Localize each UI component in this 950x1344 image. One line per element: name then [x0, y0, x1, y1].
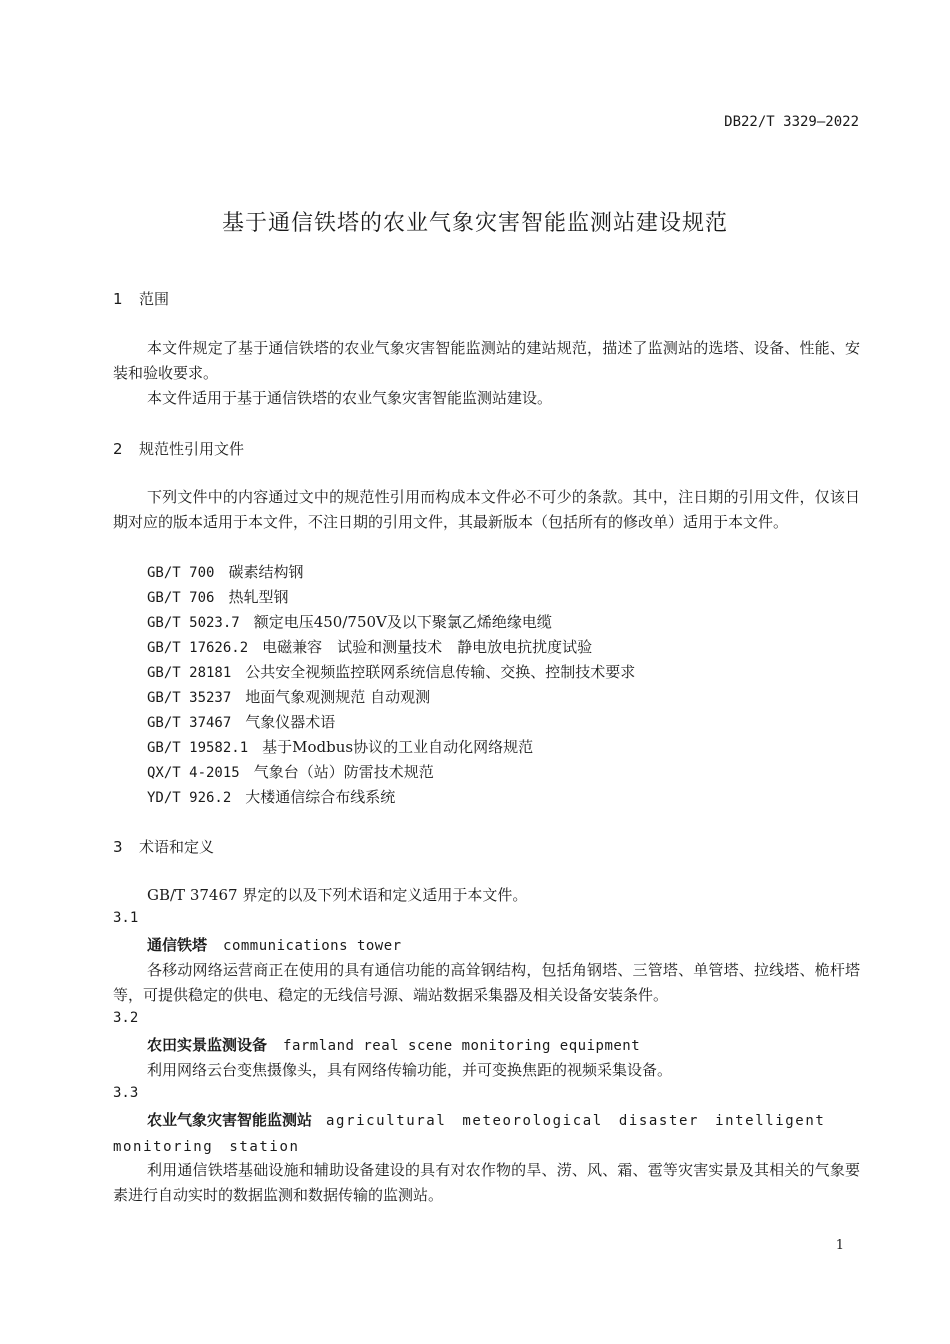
section-2-intro: 下列文件中的内容通过文中的规范性引用而构成本文件必不可少的条款。其中，注日期的引用文件，仅该日期对应的版本适用于本文件，不注日期的引用文件，其最新版本（包括所有的修改单）适用于本文件。: [113, 488, 860, 531]
reference-code: GB/T 19582.1: [147, 740, 249, 756]
section-number: 3: [113, 838, 123, 856]
reference-title: 热轧型钢: [228, 588, 289, 606]
reference-code: GB/T 35237: [147, 690, 232, 706]
term-chinese: 农田实景监测设备: [147, 1036, 268, 1054]
section-1-heading: [113, 288, 860, 309]
reference-title: 电磁兼容 试验和测量技术 静电放电抗扰度试验: [262, 638, 593, 656]
section-title: 规范性引用文件: [139, 440, 245, 458]
reference-item: [147, 585, 288, 611]
section-number: 2: [113, 440, 123, 458]
document-code: DB22/T 3329—2022: [724, 114, 859, 130]
term-chinese: 通信铁塔: [147, 936, 208, 954]
reference-item: [147, 710, 335, 736]
reference-item: [147, 635, 592, 661]
reference-title: 大楼通信综合布线系统: [245, 788, 396, 806]
reference-title: 公共安全视频监控联网系统信息传输、交换、控制技术要求: [245, 663, 636, 681]
term-heading: [147, 934, 402, 955]
section-1-paragraph-1: 本文件规定了基于通信铁塔的农业气象灾害智能监测站的建站规范，描述了监测站的选塔、设备、性能、安装和验收要求。: [113, 339, 860, 382]
reference-code: GB/T 37467: [147, 715, 232, 731]
term-definition: 利用通信铁塔基础设施和辅助设备建设的具有对农作物的旱、涝、风、霜、雹等灾害实景及其相关的气象要素进行自动实时的数据监测和数据传输的监测站。: [113, 1161, 860, 1204]
reference-code: YD/T 926.2: [147, 790, 232, 806]
reference-item: [147, 560, 303, 586]
term-heading: [147, 1034, 640, 1055]
reference-title: 额定电压450/750V及以下聚氯乙烯绝缘电缆: [253, 613, 552, 631]
reference-code: GB/T 17626.2: [147, 640, 249, 656]
term-definition: 各移动网络运营商正在使用的具有通信功能的高耸钢结构，包括角钢塔、三管塔、单管塔、拉线塔、桅杆塔等，可提供稳定的供电、稳定的无线信号源、端站数据采集器及相关设备安装条件。: [113, 961, 860, 1004]
reference-code: GB/T 5023.7: [147, 615, 240, 631]
section-2-heading: [113, 438, 860, 459]
reference-code: GB/T 700: [147, 565, 215, 581]
term-number: 3.1: [113, 910, 139, 926]
section-1-paragraph-2: 本文件适用于基于通信铁塔的农业气象灾害智能监测站建设。: [147, 389, 553, 407]
reference-title: 地面气象观测规范 自动观测: [245, 688, 431, 706]
section-title: 术语和定义: [139, 838, 215, 856]
page-number: 1: [835, 1238, 844, 1253]
reference-item: [147, 785, 395, 811]
reference-item: [147, 610, 552, 636]
term-number: 3.2: [113, 1010, 139, 1026]
section-3-heading: [113, 836, 860, 857]
reference-title: 气象台（站）防雷技术规范: [253, 763, 434, 781]
reference-item: [147, 735, 533, 761]
term-chinese: 农业气象灾害智能监测站: [147, 1111, 313, 1129]
term-english: agricultural meteorological disaster intelligent monitoring station: [113, 1113, 826, 1155]
reference-code: GB/T 28181: [147, 665, 232, 681]
reference-code: GB/T 706: [147, 590, 215, 606]
reference-code: QX/T 4-2015: [147, 765, 240, 781]
reference-title: 气象仪器术语: [245, 713, 336, 731]
section-number: 1: [113, 290, 123, 308]
term-english: communications tower: [223, 938, 402, 954]
section-title: 范围: [139, 290, 170, 308]
reference-item: [147, 760, 434, 786]
term-english: farmland real scene monitoring equipment: [283, 1038, 641, 1054]
reference-title: 碳素结构钢: [228, 563, 304, 581]
term-heading: [113, 1108, 860, 1160]
reference-title: 基于Modbus协议的工业自动化网络规范: [262, 738, 534, 756]
reference-item: [147, 660, 635, 686]
term-number: 3.3: [113, 1085, 139, 1101]
page-title: 基于通信铁塔的农业气象灾害智能监测站建设规范: [221, 211, 728, 236]
section-3-intro: GB/T 37467 界定的以及下列术语和定义适用于本文件。: [147, 886, 528, 904]
reference-item: [147, 685, 430, 711]
term-definition: 利用网络云台变焦摄像头，具有网络传输功能，并可变换焦距的视频采集设备。: [147, 1061, 673, 1079]
